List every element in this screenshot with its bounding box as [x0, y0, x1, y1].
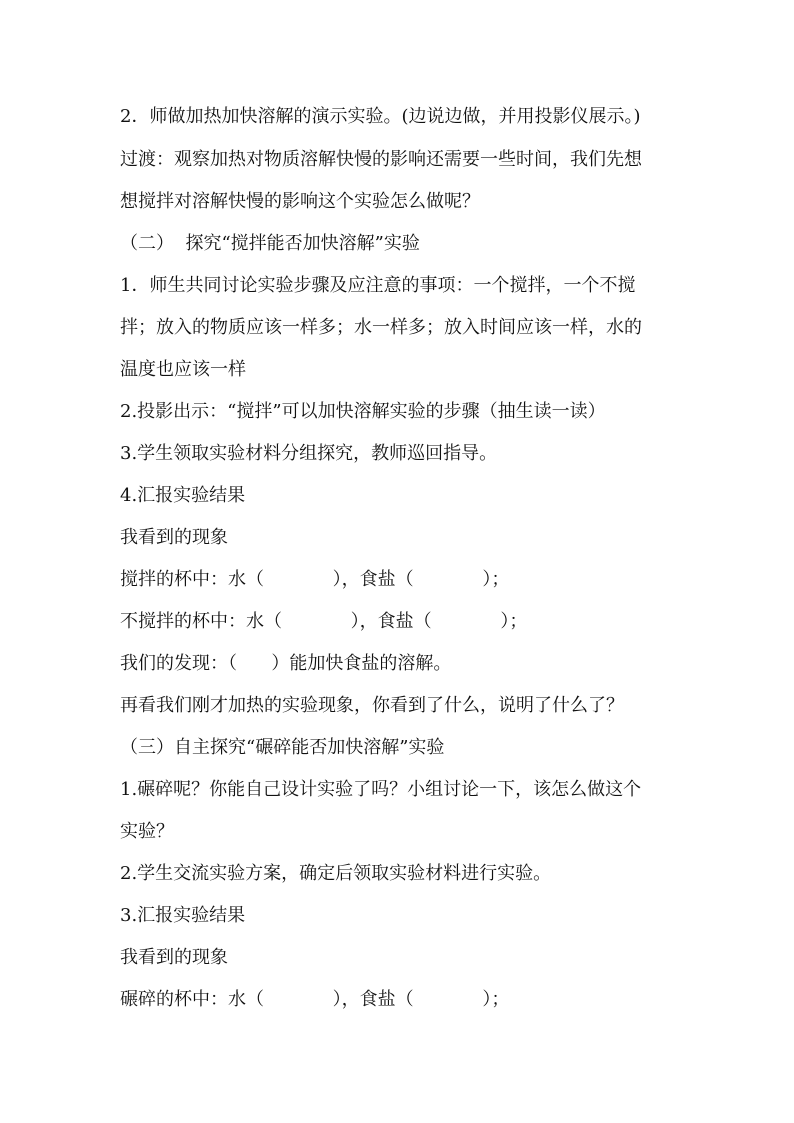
fill-in-line-stirred: 搅拌的杯中：水（ ），食盐（ ）；	[120, 569, 510, 590]
text-line-18: 实验？	[120, 821, 174, 842]
fill-in-line-finding: 我们的发现：（ ）能加快食盐的溶解。	[120, 653, 452, 674]
text-line-1: 2．师做加热加快溶解的演示实验。(边说边做，并用投影仪展示。)	[120, 106, 641, 127]
text-line-2: 过渡：观察加热对物质溶解快慢的影响还需要一些时间，我们先想	[120, 149, 642, 170]
text-line-7: 温度也应该一样	[120, 359, 246, 380]
text-line-9: 3.学生领取实验材料分组探究，教师巡回指导。	[120, 443, 498, 464]
fill-in-line-unstirred: 不搅拌的杯中：水（ ），食盐（ ）；	[120, 611, 528, 632]
text-line-6: 拌；放入的物质应该一样多；水一样多；放入时间应该一样，水的	[120, 317, 642, 338]
text-line-15: 再看我们刚才加热的实验现象，你看到了什么，说明了什么了？	[120, 695, 624, 716]
text-line-11: 我看到的现象	[120, 527, 228, 548]
text-line-21: 我看到的现象	[120, 947, 228, 968]
text-line-10: 4.汇报实验结果	[120, 485, 246, 506]
text-line-5: 1．师生共同讨论实验步骤及应注意的事项：一个搅拌，一个不搅	[120, 275, 636, 296]
text-line-8: 2.投影出示：“搅拌”可以加快溶解实验的步骤（抽生读一读）	[120, 401, 606, 422]
section-heading-2: （二） 探究“搅拌能否加快溶解”实验	[120, 233, 420, 254]
fill-in-line-crushed: 碾碎的杯中：水（ ），食盐（ ）；	[120, 989, 510, 1010]
text-line-17: 1.碾碎呢？你能自己设计实验了吗？小组讨论一下，该怎么做这个	[120, 779, 642, 800]
section-heading-3: （三）自主探究“碾碎能否加快溶解”实验	[120, 737, 445, 758]
text-line-3: 想搅拌对溶解快慢的影响这个实验怎么做呢？	[120, 191, 480, 212]
text-line-19: 2.学生交流实验方案，确定后领取实验材料进行实验。	[120, 863, 552, 884]
text-line-20: 3.汇报实验结果	[120, 905, 246, 926]
